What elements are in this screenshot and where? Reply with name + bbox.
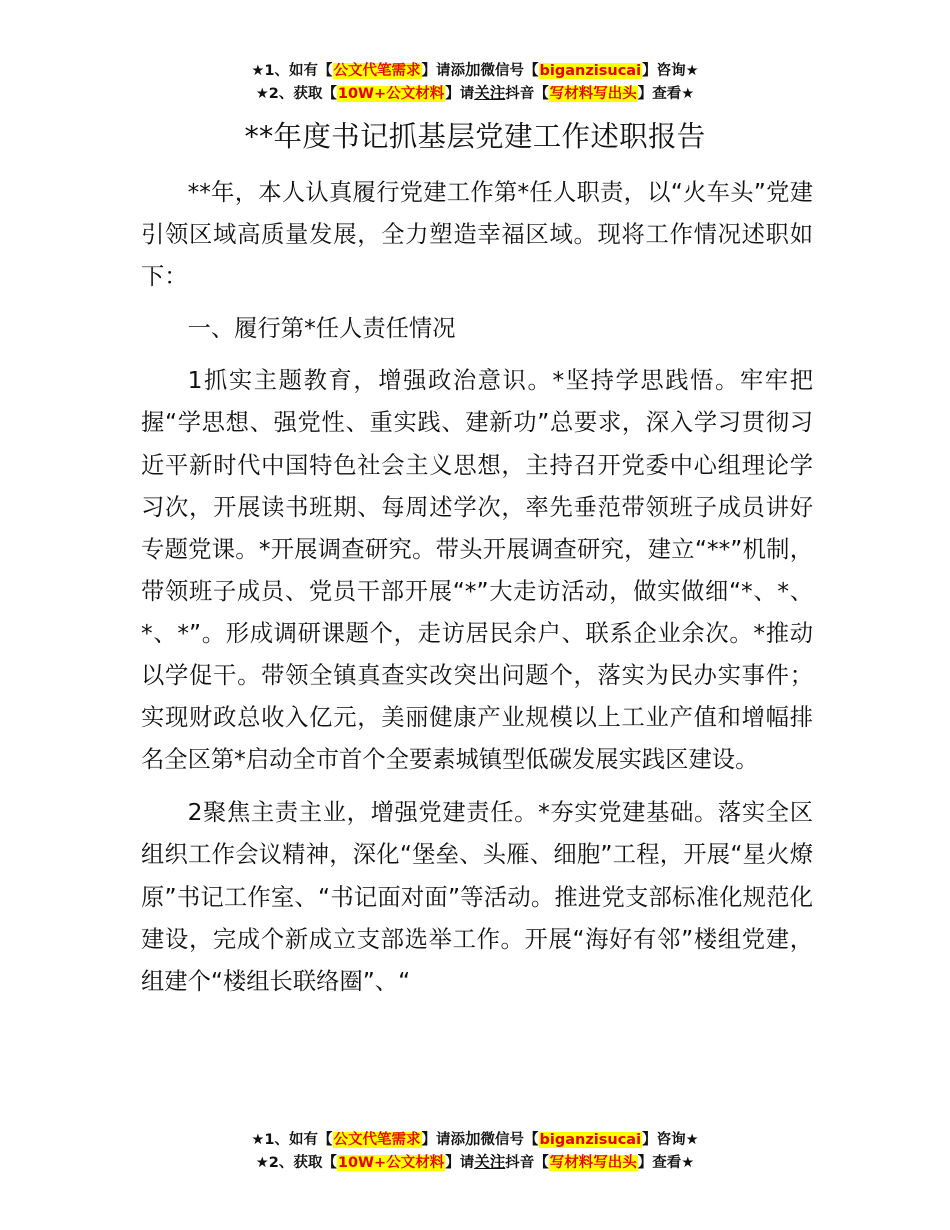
banner-highlight: 写材料写出头: [549, 86, 637, 102]
banner-text: 】请: [445, 86, 475, 102]
banner-text: 】咨询★: [642, 1132, 699, 1148]
banner-text: 】请: [445, 1155, 475, 1171]
document-title: **年度书记抓基层党建工作述职报告: [244, 120, 706, 153]
document-body: [141, 172, 813, 1003]
banner-text: 加: [465, 1130, 481, 1148]
banner-highlight: 10W+公文材料: [337, 1155, 445, 1171]
banner-highlight: biganzisucai: [539, 1132, 642, 1148]
paragraph: **年，本人认真履行党建工作第*任人职责，以“火车头”党建引领区域高质量发展，全力塑造幸福区域。现将工作情况述职如下：: [141, 179, 813, 291]
banner-highlight: 公文代笔需求: [333, 1132, 421, 1148]
banner-text: 抖音【: [505, 86, 549, 102]
paragraph: 2聚焦主责主业，增强党建责任。*夯实党建基础。落实全区组织工作会议精神，深化“堡垒、头雁、细胞”工程，开展“星火燎原”书记工作室、“书记面对面”等活动。推进党支部标准化规范化建设，完成个新成立支部选举工作。开展“海好有邻”楼组党建，组建个“楼组长联络圈”、“: [141, 799, 813, 995]
banner-highlight: biganzisucai: [539, 63, 642, 79]
banner-text: 】查看★: [637, 1155, 695, 1171]
banner-text: ★2、获取【: [255, 86, 337, 102]
banner-text: 】查看★: [637, 86, 695, 102]
section-heading: 一、履行第*任人责任情况: [187, 315, 456, 343]
paragraph: 1抓实主题教育，增强政治意识。*坚持学思践悟。牢牢把握“学思想、强党性、重实践、建新功”总要求，深入学习贯彻习近平新时代中国特色社会主义思想，主持召开党委中心组理论学习次，开展读书班期、每周述学次，率先垂范带领班子成员讲好专题党课。*开展调查研究。带头开展调查研究，建立“**”机制，带领班子成员、党员干部开展“*”大走访活动，做实做细“*、*、*、*”。形成调研课题个，走访居民余户、联系企业余次。*推动以学促干。带领全镇真查实改突出问题个，落实为民办实事件；实现财政总收入亿元，美丽健康产业规模以上工业产值和增幅排名全区第*启动全市首个全要素城镇型低碳发展实践区建设。: [141, 367, 813, 774]
banner-text: 关注: [474, 84, 506, 102]
banner-line-2: [0, 82, 950, 105]
banner-text: ★1、如有【: [251, 1132, 333, 1148]
banner-text: 微信号【: [480, 63, 539, 79]
banner-highlight: 公文代笔需求: [333, 63, 421, 79]
footer-banner: [0, 1128, 950, 1174]
banner-highlight: 写材料写出头: [549, 1155, 637, 1171]
banner-text: ★1、如有【: [251, 63, 333, 79]
banner-text: 抖音【: [505, 1155, 549, 1171]
banner-text: 微信号【: [480, 1132, 539, 1148]
banner-text: 关注: [474, 1153, 506, 1171]
banner-text: 】请添: [421, 63, 465, 79]
banner-text: 加: [465, 61, 481, 79]
header-banner: [0, 59, 950, 105]
banner-line-1: [0, 59, 950, 82]
banner-highlight: 10W+公文材料: [337, 86, 445, 102]
banner-line-2: [0, 1151, 950, 1174]
banner-text: 】咨询★: [642, 63, 699, 79]
banner-line-1: [0, 1128, 950, 1151]
banner-text: 】请添: [421, 1132, 465, 1148]
banner-text: ★2、获取【: [255, 1155, 337, 1171]
